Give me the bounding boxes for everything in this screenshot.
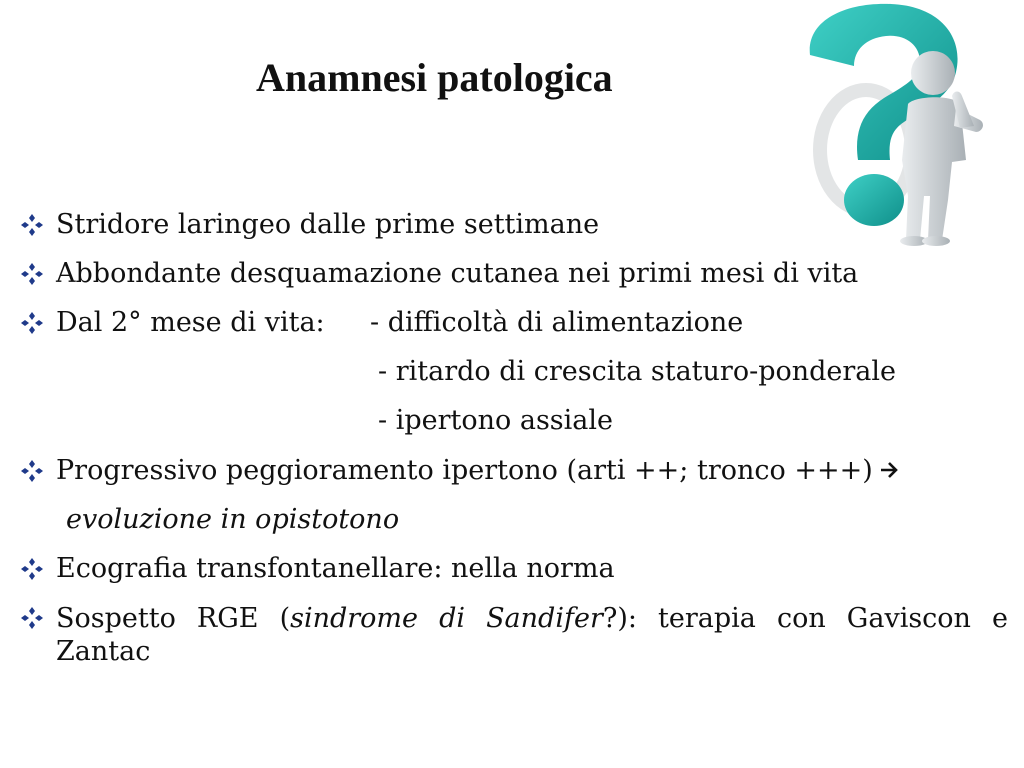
list-subitem: - ritardo di crescita staturo-ponderale bbox=[378, 356, 897, 387]
list-item-label: Progressivo peggioramento ipertono (arti ++; tronco +++) bbox=[56, 455, 873, 486]
list-item: Ecografia transfontanellare: nella norma bbox=[56, 553, 615, 584]
slide-title: Anamnesi patologica bbox=[256, 55, 613, 100]
list-item-continuation: evoluzione in opistotono bbox=[66, 504, 400, 535]
diamond-bullet-icon bbox=[20, 459, 44, 483]
list-item-pre: Sospetto RGE ( bbox=[56, 603, 291, 634]
list-item: Stridore laringeo dalle prime settimane bbox=[56, 209, 600, 240]
right-arrow-icon bbox=[879, 460, 899, 480]
list-subitem: - ipertono assiale bbox=[378, 405, 613, 436]
diamond-bullet-icon bbox=[20, 311, 44, 335]
list-item bbox=[56, 451, 899, 491]
list-item-post: ?): terapia con Gaviscon e Zantac bbox=[56, 603, 1008, 667]
list-item bbox=[56, 303, 325, 343]
diamond-bullet-icon bbox=[20, 213, 44, 237]
list-item-label: Dal 2° mese di vita: bbox=[56, 307, 325, 338]
list-subitem: - difficoltà di alimentazione bbox=[370, 307, 744, 338]
diamond-bullet-icon bbox=[20, 606, 44, 630]
list-item-italic: sindrome di Sandifer bbox=[290, 603, 603, 634]
list-item bbox=[56, 602, 1008, 668]
diamond-bullet-icon bbox=[20, 557, 44, 581]
list-item: Abbondante desquamazione cutanea nei primi mesi di vita bbox=[56, 258, 859, 289]
diamond-bullet-icon bbox=[20, 262, 44, 286]
